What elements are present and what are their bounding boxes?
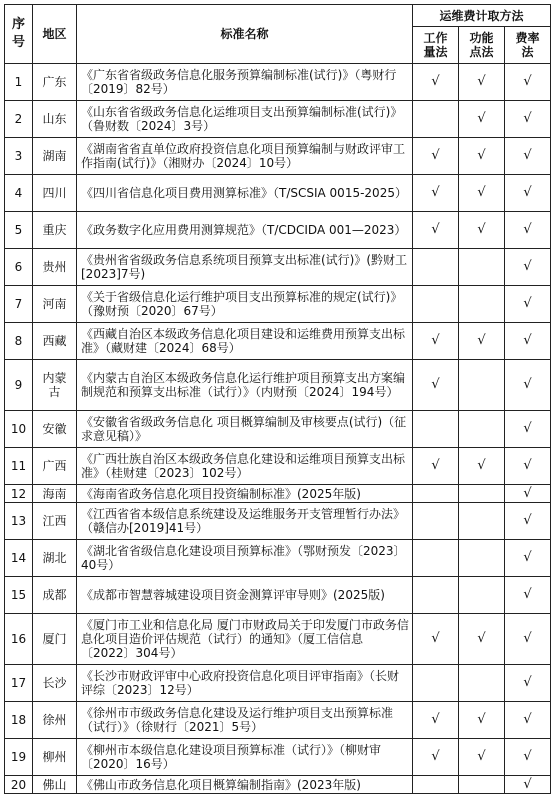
row-standard-name: 《湖南省省直单位政府投资信息化项目预算编制与财政评审工作指南(试行)》（湘财办〔2024〕10号） bbox=[77, 138, 413, 175]
row-index: 17 bbox=[5, 665, 33, 702]
check-workload-cell bbox=[413, 503, 459, 540]
check-workload-cell bbox=[413, 286, 459, 323]
check-rate-cell bbox=[505, 665, 551, 702]
check-mark-icon: √ bbox=[431, 222, 440, 237]
row-index: 4 bbox=[5, 175, 33, 212]
check-mark-icon: √ bbox=[477, 712, 486, 727]
row-index: 9 bbox=[5, 360, 33, 411]
row-index: 20 bbox=[5, 776, 33, 794]
check-mark-icon: √ bbox=[523, 222, 532, 237]
check-rate-cell bbox=[505, 776, 551, 794]
check-function-point-cell bbox=[459, 665, 505, 702]
row-index: 18 bbox=[5, 702, 33, 739]
row-region: 徐州 bbox=[33, 702, 77, 739]
row-index: 6 bbox=[5, 249, 33, 286]
row-region: 湖北 bbox=[33, 540, 77, 577]
check-rate-cell bbox=[505, 485, 551, 503]
row-standard-name: 《政务数字化应用费用测算规范》（T/CDCIDA 001—2023） bbox=[77, 212, 413, 249]
check-rate-cell bbox=[505, 702, 551, 739]
check-workload-cell bbox=[413, 577, 459, 614]
check-workload-cell bbox=[413, 64, 459, 101]
check-workload-cell bbox=[413, 776, 459, 794]
row-index: 8 bbox=[5, 323, 33, 360]
check-mark-icon: √ bbox=[523, 776, 532, 792]
check-workload-cell bbox=[413, 739, 459, 776]
row-region: 安徽 bbox=[33, 411, 77, 448]
check-mark-icon: √ bbox=[523, 377, 532, 392]
table-row bbox=[5, 286, 551, 323]
row-standard-name: 《成都市智慧蓉城建设项目资金测算评审导则》(2025版) bbox=[77, 577, 413, 614]
check-rate-cell bbox=[505, 175, 551, 212]
row-standard-name: 《广西壮族自治区本级政务信息化建设和运维项目预算支出标准》（桂财建〔2023〕102号） bbox=[77, 448, 413, 485]
check-function-point-cell bbox=[459, 286, 505, 323]
check-function-point-cell bbox=[459, 503, 505, 540]
check-mark-icon: √ bbox=[477, 185, 486, 200]
row-region: 山东 bbox=[33, 101, 77, 138]
table-row bbox=[5, 175, 551, 212]
row-index: 19 bbox=[5, 739, 33, 776]
check-rate-cell bbox=[505, 138, 551, 175]
check-function-point-cell bbox=[459, 323, 505, 360]
check-workload-cell bbox=[413, 540, 459, 577]
row-index: 3 bbox=[5, 138, 33, 175]
check-workload-cell bbox=[413, 485, 459, 503]
check-rate-cell bbox=[505, 577, 551, 614]
row-index: 13 bbox=[5, 503, 33, 540]
check-mark-icon: √ bbox=[523, 550, 532, 565]
check-function-point-cell bbox=[459, 702, 505, 739]
row-region: 河南 bbox=[33, 286, 77, 323]
check-mark-icon: √ bbox=[523, 148, 532, 163]
row-region: 广东 bbox=[33, 64, 77, 101]
check-mark-icon: √ bbox=[431, 377, 440, 392]
check-mark-icon: √ bbox=[431, 631, 440, 646]
check-mark-icon: √ bbox=[523, 485, 532, 501]
check-function-point-cell bbox=[459, 249, 505, 286]
row-standard-name: 《西藏自治区本级政务信息化项目建设和运维费用预算支出标准》（藏财建〔2024〕68号） bbox=[77, 323, 413, 360]
row-standard-name: 《四川省信息化项目费用测算标准》（T/SCSIA 0015-2025） bbox=[77, 175, 413, 212]
row-region: 贵州 bbox=[33, 249, 77, 286]
check-function-point-cell bbox=[459, 485, 505, 503]
check-function-point-cell bbox=[459, 614, 505, 665]
row-standard-name: 《佛山市政务信息化项目概算编制指南》(2023年版) bbox=[77, 776, 413, 794]
row-region: 佛山 bbox=[33, 776, 77, 794]
check-mark-icon: √ bbox=[477, 333, 486, 348]
check-mark-icon: √ bbox=[431, 712, 440, 727]
check-rate-cell bbox=[505, 64, 551, 101]
check-mark-icon: √ bbox=[523, 259, 532, 274]
check-rate-cell bbox=[505, 249, 551, 286]
table-row bbox=[5, 503, 551, 540]
check-rate-cell bbox=[505, 360, 551, 411]
row-standard-name: 《海南省政务信息化项目投资编制标准》(2025年版) bbox=[77, 485, 413, 503]
check-rate-cell bbox=[505, 323, 551, 360]
header-method-function-point: 功能点法 bbox=[459, 27, 505, 64]
row-standard-name: 《安徽省省级政务信息化 项目概算编制及审核要点(试行)（征求意见稿）》 bbox=[77, 411, 413, 448]
standards-table-container bbox=[4, 4, 550, 794]
check-workload-cell bbox=[413, 323, 459, 360]
check-workload-cell bbox=[413, 360, 459, 411]
check-mark-icon: √ bbox=[477, 148, 486, 163]
check-workload-cell bbox=[413, 665, 459, 702]
row-index: 5 bbox=[5, 212, 33, 249]
header-standard: 标准名称 bbox=[77, 5, 413, 64]
table-row bbox=[5, 64, 551, 101]
table-row bbox=[5, 739, 551, 776]
check-mark-icon: √ bbox=[431, 458, 440, 473]
row-index: 1 bbox=[5, 64, 33, 101]
check-mark-icon: √ bbox=[431, 333, 440, 348]
check-mark-icon: √ bbox=[523, 631, 532, 646]
row-standard-name: 《湖北省省级信息化建设项目预算标准》（鄂财预发〔2023〕40号） bbox=[77, 540, 413, 577]
check-workload-cell bbox=[413, 249, 459, 286]
table-row bbox=[5, 776, 551, 794]
check-function-point-cell bbox=[459, 360, 505, 411]
check-mark-icon: √ bbox=[523, 111, 532, 126]
row-region: 海南 bbox=[33, 485, 77, 503]
row-region: 西藏 bbox=[33, 323, 77, 360]
row-index: 16 bbox=[5, 614, 33, 665]
check-workload-cell bbox=[413, 448, 459, 485]
check-workload-cell bbox=[413, 614, 459, 665]
table-row bbox=[5, 614, 551, 665]
row-index: 12 bbox=[5, 485, 33, 503]
table-row bbox=[5, 360, 551, 411]
check-mark-icon: √ bbox=[477, 458, 486, 473]
check-workload-cell bbox=[413, 138, 459, 175]
check-rate-cell bbox=[505, 503, 551, 540]
check-rate-cell bbox=[505, 286, 551, 323]
row-standard-name: 《内蒙古自治区本级政务信息化运行维护项目预算支出方案编制规范和预算支出标准（试行）》（内财预〔2024〕194号） bbox=[77, 360, 413, 411]
table-body bbox=[5, 64, 551, 794]
row-index: 15 bbox=[5, 577, 33, 614]
row-standard-name: 《贵州省省级政务信息系统项目预算支出标准(试行)》(黔财工[2023]7号) bbox=[77, 249, 413, 286]
row-region: 四川 bbox=[33, 175, 77, 212]
check-function-point-cell bbox=[459, 64, 505, 101]
check-mark-icon: √ bbox=[523, 333, 532, 348]
check-mark-icon: √ bbox=[431, 749, 440, 764]
check-workload-cell bbox=[413, 212, 459, 249]
check-rate-cell bbox=[505, 739, 551, 776]
check-mark-icon: √ bbox=[523, 675, 532, 690]
row-region: 内蒙古 bbox=[33, 360, 77, 411]
check-function-point-cell bbox=[459, 448, 505, 485]
check-function-point-cell bbox=[459, 540, 505, 577]
check-workload-cell bbox=[413, 411, 459, 448]
check-mark-icon: √ bbox=[477, 749, 486, 764]
row-region: 重庆 bbox=[33, 212, 77, 249]
row-index: 2 bbox=[5, 101, 33, 138]
header-method-workload: 工作量法 bbox=[413, 27, 459, 64]
standards-table bbox=[4, 4, 551, 794]
row-standard-name: 《徐州市市级政务信息化建设及运行维护项目支出预算标准（试行）》（徐财行〔2021〕5号） bbox=[77, 702, 413, 739]
check-mark-icon: √ bbox=[477, 111, 486, 126]
row-region: 江西 bbox=[33, 503, 77, 540]
check-workload-cell bbox=[413, 175, 459, 212]
check-mark-icon: √ bbox=[523, 712, 532, 727]
row-standard-name: 《长沙市财政评审中心政府投资信息化项目评审指南》（长财评综〔2023〕12号） bbox=[77, 665, 413, 702]
row-standard-name: 《厦门市工业和信息化局 厦门市财政局关于印发厦门市政务信息化项目造价评估规范（试行）的通知》（厦工信信息〔2022〕304号） bbox=[77, 614, 413, 665]
check-rate-cell bbox=[505, 411, 551, 448]
check-mark-icon: √ bbox=[523, 296, 532, 311]
table-row bbox=[5, 212, 551, 249]
check-mark-icon: √ bbox=[477, 631, 486, 646]
check-function-point-cell bbox=[459, 776, 505, 794]
row-region: 厦门 bbox=[33, 614, 77, 665]
check-mark-icon: √ bbox=[523, 74, 532, 89]
check-function-point-cell bbox=[459, 138, 505, 175]
table-row bbox=[5, 540, 551, 577]
row-region: 广西 bbox=[33, 448, 77, 485]
row-standard-name: 《柳州市本级信息化建设项目预算标准（试行）》（柳财审〔2020〕16号） bbox=[77, 739, 413, 776]
header-method-group: 运维费计取方法 bbox=[413, 5, 551, 27]
row-index: 7 bbox=[5, 286, 33, 323]
check-mark-icon: √ bbox=[431, 74, 440, 89]
header-region: 地区 bbox=[33, 5, 77, 64]
check-rate-cell bbox=[505, 614, 551, 665]
header-method-rate: 费率法 bbox=[505, 27, 551, 64]
check-function-point-cell bbox=[459, 577, 505, 614]
row-region: 成都 bbox=[33, 577, 77, 614]
check-mark-icon: √ bbox=[477, 222, 486, 237]
table-row bbox=[5, 138, 551, 175]
check-function-point-cell bbox=[459, 739, 505, 776]
check-mark-icon: √ bbox=[523, 513, 532, 528]
row-index: 14 bbox=[5, 540, 33, 577]
table-row bbox=[5, 577, 551, 614]
check-rate-cell bbox=[505, 212, 551, 249]
check-workload-cell bbox=[413, 702, 459, 739]
row-index: 11 bbox=[5, 448, 33, 485]
row-standard-name: 《关于省级信息化运行维护项目支出预算标准的规定(试行)》（豫财预〔2020〕67号） bbox=[77, 286, 413, 323]
check-rate-cell bbox=[505, 540, 551, 577]
table-row bbox=[5, 665, 551, 702]
check-mark-icon: √ bbox=[523, 749, 532, 764]
check-function-point-cell bbox=[459, 101, 505, 138]
check-rate-cell bbox=[505, 448, 551, 485]
header-index: 序号 bbox=[5, 5, 33, 64]
check-function-point-cell bbox=[459, 411, 505, 448]
check-mark-icon: √ bbox=[523, 458, 532, 473]
check-mark-icon: √ bbox=[431, 148, 440, 163]
row-index: 10 bbox=[5, 411, 33, 448]
check-function-point-cell bbox=[459, 175, 505, 212]
row-region: 长沙 bbox=[33, 665, 77, 702]
table-row bbox=[5, 249, 551, 286]
check-function-point-cell bbox=[459, 212, 505, 249]
table-row bbox=[5, 702, 551, 739]
table-row bbox=[5, 411, 551, 448]
check-mark-icon: √ bbox=[523, 185, 532, 200]
table-row bbox=[5, 485, 551, 503]
check-mark-icon: √ bbox=[523, 421, 532, 436]
header-row-1 bbox=[5, 5, 551, 27]
check-mark-icon: √ bbox=[477, 74, 486, 89]
table-row bbox=[5, 448, 551, 485]
row-region: 湖南 bbox=[33, 138, 77, 175]
row-standard-name: 《广东省省级政务信息化服务预算编制标准(试行)》（粤财行〔2019〕82号） bbox=[77, 64, 413, 101]
check-workload-cell bbox=[413, 101, 459, 138]
row-standard-name: 《山东省省级政务信息化运维项目支出预算编制标准(试行)》（鲁财数〔2024〕3号） bbox=[77, 101, 413, 138]
table-row bbox=[5, 323, 551, 360]
check-mark-icon: √ bbox=[523, 587, 532, 602]
row-region: 柳州 bbox=[33, 739, 77, 776]
row-standard-name: 《江西省省本级信息系统建设及运维服务开支管理暂行办法》（赣信办[2019]41号） bbox=[77, 503, 413, 540]
check-rate-cell bbox=[505, 101, 551, 138]
table-row bbox=[5, 101, 551, 138]
check-mark-icon: √ bbox=[431, 185, 440, 200]
